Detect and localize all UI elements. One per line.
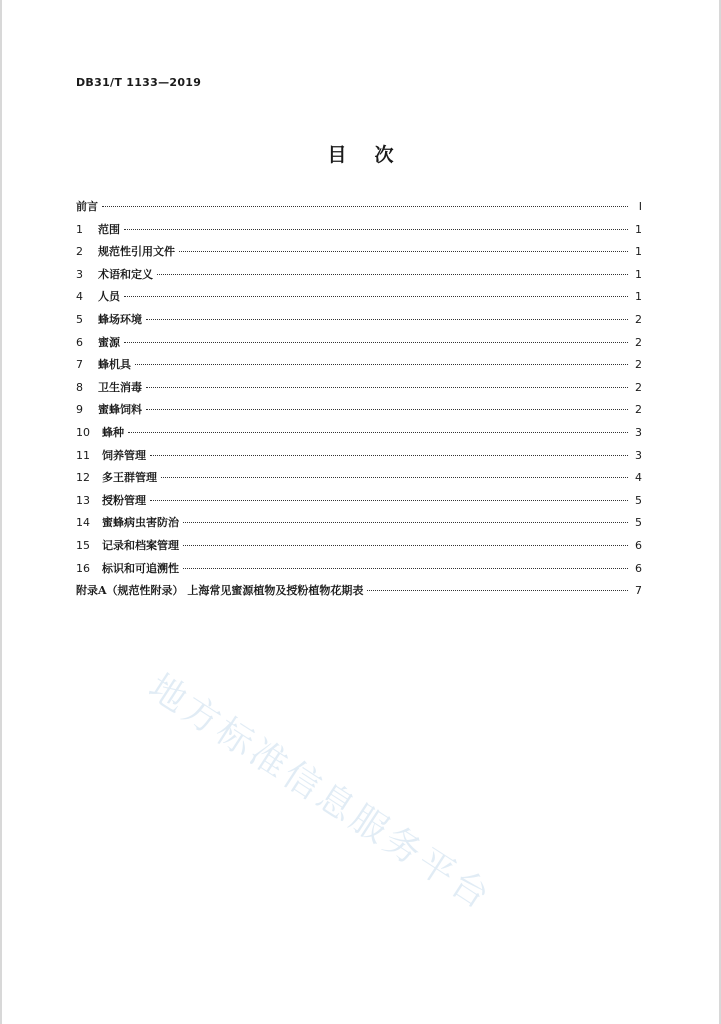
toc-number: 13 <box>76 493 90 507</box>
toc-page-number: 3 <box>635 425 642 439</box>
dot-leader <box>102 205 628 207</box>
toc-row <box>76 379 642 402</box>
toc-row <box>76 514 642 537</box>
dot-leader <box>161 476 628 478</box>
toc-entry-text: 蜂场环境 <box>98 312 142 326</box>
toc-page-number: 2 <box>635 403 642 417</box>
toc-number: 2 <box>76 245 83 259</box>
toc-page-number: 1 <box>635 245 642 259</box>
dot-leader <box>146 386 628 388</box>
dot-leader <box>157 273 628 275</box>
toc-entry-text: 饲养管理 <box>102 448 146 462</box>
toc-row <box>76 356 642 379</box>
toc-entry-text: 人员 <box>98 290 120 304</box>
toc-entry-text: 蜂种 <box>102 425 124 439</box>
toc-page-number: 5 <box>635 493 642 507</box>
toc-entry-text: 授粉管理 <box>102 493 146 507</box>
toc-page-number: 2 <box>635 358 642 372</box>
toc-number: 15 <box>76 538 90 552</box>
toc-page-number: 2 <box>635 380 642 394</box>
page-title: 目次 <box>327 144 422 166</box>
toc-page-number: 5 <box>635 516 642 530</box>
toc-number: 11 <box>76 448 90 462</box>
toc-entry-text: 标识和可追溯性 <box>102 561 179 575</box>
toc-page-number: 2 <box>635 312 642 326</box>
toc-row <box>76 560 642 583</box>
toc-page-number: 4 <box>635 471 642 485</box>
dot-leader <box>183 521 628 523</box>
toc-entry-text: 蜜源 <box>98 335 120 349</box>
toc-number: 4 <box>76 290 83 304</box>
toc-entry-text: 蜜蜂饲料 <box>98 403 142 417</box>
toc-row <box>76 288 642 311</box>
toc-row <box>76 198 642 221</box>
toc-number: 7 <box>76 358 83 372</box>
toc-number: 3 <box>76 267 83 281</box>
dot-leader <box>135 363 628 365</box>
toc-entry-text: 术语和定义 <box>98 267 153 281</box>
dot-leader <box>367 589 628 591</box>
toc-number: 8 <box>76 380 83 394</box>
table-of-contents <box>76 198 642 605</box>
toc-entry-text: 规范性引用文件 <box>98 245 175 259</box>
toc-row <box>76 582 642 605</box>
toc-row <box>76 334 642 357</box>
toc-page-number: 6 <box>635 538 642 552</box>
toc-entry-text: 多王群管理 <box>102 471 157 485</box>
toc-page-number: 1 <box>635 290 642 304</box>
dot-leader <box>146 408 628 410</box>
toc-number: 6 <box>76 335 83 349</box>
toc-number: 5 <box>76 312 83 326</box>
toc-row <box>76 221 642 244</box>
dot-leader <box>179 250 628 252</box>
dot-leader <box>124 295 628 297</box>
toc-row <box>76 537 642 560</box>
toc-page-number: 6 <box>635 561 642 575</box>
standard-code: DB31/T 1133—2019 <box>76 76 202 89</box>
toc-number: 9 <box>76 403 83 417</box>
dot-leader <box>150 499 628 501</box>
toc-page-number: 2 <box>635 335 642 349</box>
toc-entry-text: 蜂机具 <box>98 358 131 372</box>
toc-number: 16 <box>76 561 90 575</box>
dot-leader <box>183 567 628 569</box>
toc-page-number: 1 <box>635 267 642 281</box>
dot-leader <box>146 318 628 320</box>
toc-number: 12 <box>76 471 90 485</box>
toc-row <box>76 447 642 470</box>
dot-leader <box>150 454 628 456</box>
toc-row <box>76 469 642 492</box>
toc-entry-text: 蜜蜂病虫害防治 <box>102 516 179 530</box>
toc-page-number: 3 <box>635 448 642 462</box>
toc-page-number: 1 <box>635 222 642 236</box>
toc-row <box>76 492 642 515</box>
toc-row <box>76 243 642 266</box>
watermark: 地方标准信息服务平台 <box>141 666 500 919</box>
toc-page-number: Ⅰ <box>638 200 642 213</box>
toc-row <box>76 401 642 424</box>
toc-entry-text: 附录A（规范性附录） 上海常见蜜源植物及授粉植物花期表 <box>76 584 364 598</box>
toc-entry-text: 前言 <box>76 200 98 213</box>
toc-row <box>76 424 642 447</box>
dot-leader <box>183 544 628 546</box>
toc-number: 10 <box>76 425 90 439</box>
dot-leader <box>124 228 628 230</box>
toc-number: 1 <box>76 222 83 236</box>
dot-leader <box>124 341 628 343</box>
toc-entry-text: 卫生消毒 <box>98 380 142 394</box>
toc-row <box>76 266 642 289</box>
toc-entry-text: 记录和档案管理 <box>102 538 179 552</box>
toc-row <box>76 311 642 334</box>
toc-entry-text: 范围 <box>98 222 120 236</box>
toc-page-number: 7 <box>635 584 642 598</box>
toc-number: 14 <box>76 516 90 530</box>
dot-leader <box>128 431 628 433</box>
